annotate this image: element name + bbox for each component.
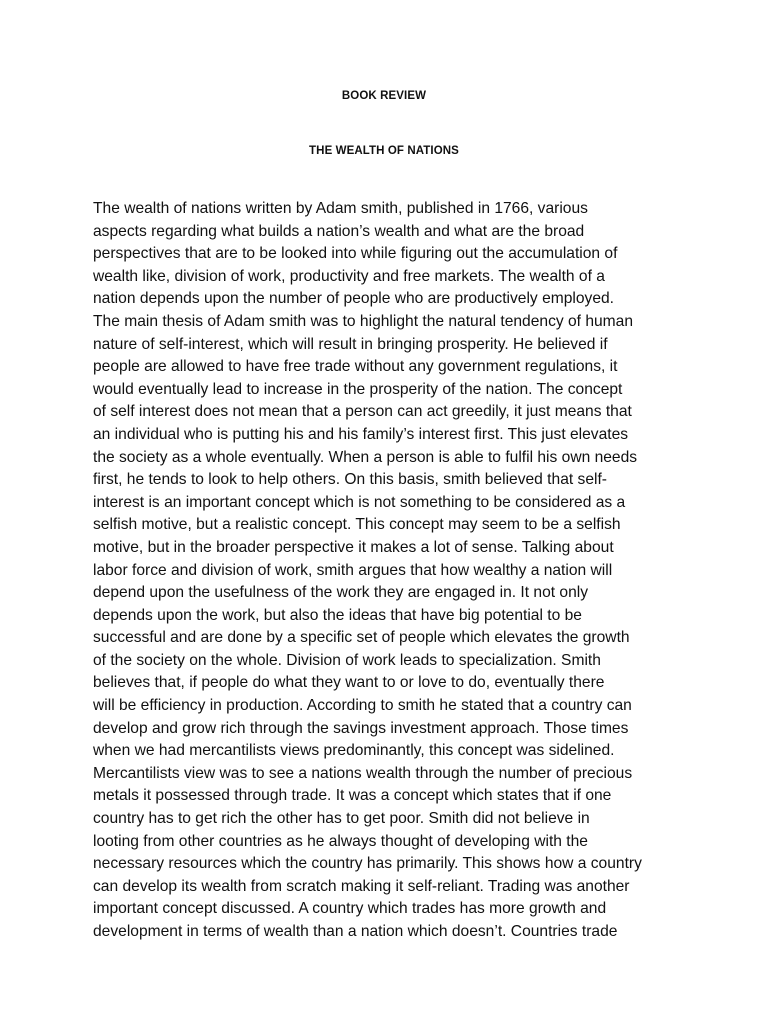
paragraph-line: when we had mercantilists views predominantly, this concept was sidelined. (93, 742, 615, 760)
paragraph-line: interest is an important concept which is not something to be considered as a (93, 493, 626, 511)
paragraph-line: will be efficiency in production. According to smith he stated that a country can (93, 697, 632, 715)
paragraph-line: necessary resources which the country has primarily. This shows how a country (93, 855, 642, 873)
paragraph-line: aspects regarding what builds a nation’s wealth and what are the broad (93, 222, 585, 240)
paragraph-line: selfish motive, but a realistic concept. This concept may seem to be a selfish (93, 516, 621, 534)
paragraph-line: country has to get rich the other has to get poor. Smith did not believe in (93, 810, 590, 828)
paragraph-line: develop and grow rich through the savings investment approach. Those times (93, 719, 629, 737)
paragraph-line: metals it possessed through trade. It was a concept which states that if one (93, 787, 612, 805)
paragraph-line: motive, but in the broader perspective it makes a lot of sense. Talking about (93, 538, 614, 556)
body-paragraph (93, 198, 713, 944)
paragraph-line: labor force and division of work, smith argues that how wealthy a nation will (93, 561, 613, 579)
paragraph-line: The wealth of nations written by Adam smith, published in 1766, various (93, 200, 588, 217)
paragraph-line: The main thesis of Adam smith was to highlight the natural tendency of human (93, 312, 634, 330)
paragraph-line: can develop its wealth from scratch making it self-reliant. Trading was another (93, 877, 630, 895)
document-title: THE WEALTH OF NATIONS (309, 145, 459, 157)
paragraph-line: first, he tends to look to help others. On this basis, smith believed that self- (93, 471, 607, 489)
paragraph-line: looting from other countries as he always thought of developing with the (93, 832, 588, 850)
paragraph-line: depends upon the work, but also the ideas that have big potential to be (93, 606, 582, 624)
paragraph-line: an individual who is putting his and his family’s interest first. This just elevates (93, 425, 629, 443)
paragraph-line: of self interest does not mean that a person can act greedily, it just means that (93, 403, 632, 421)
paragraph-line: nature of self-interest, which will result in bringing prosperity. He believed if (93, 335, 608, 353)
document-heading: BOOK REVIEW (341, 90, 427, 102)
paragraph-line: important concept discussed. A country which trades has more growth and (93, 900, 607, 918)
paragraph-line: Mercantilists view was to see a nations wealth through the number of precious (93, 764, 633, 782)
paragraph-line: nation depends upon the number of people who are productively employed. (93, 290, 615, 308)
paragraph-line: successful and are done by a specific set of people which elevates the growth (93, 629, 630, 647)
paragraph-line: depend upon the usefulness of the work they are engaged in. It not only (93, 584, 589, 602)
paragraph-line: perspectives that are to be looked into while figuring out the accumulation of (93, 245, 618, 263)
paragraph-line: people are allowed to have free trade without any government regulations, it (93, 358, 618, 376)
paragraph-line: the society as a whole eventually. When a person is able to fulfil his own needs (93, 448, 638, 466)
paragraph-line: would eventually lead to increase in the prosperity of the nation. The concept (93, 380, 623, 398)
paragraph-line: believes that, if people do what they want to or love to do, eventually there (93, 674, 605, 692)
paragraph-line: of the society on the whole. Division of work leads to specialization. Smith (93, 651, 601, 669)
paragraph-line: development in terms of wealth than a nation which doesn’t. Countries trade (93, 923, 618, 940)
paragraph-line: wealth like, division of work, productivity and free markets. The wealth of a (93, 267, 605, 285)
